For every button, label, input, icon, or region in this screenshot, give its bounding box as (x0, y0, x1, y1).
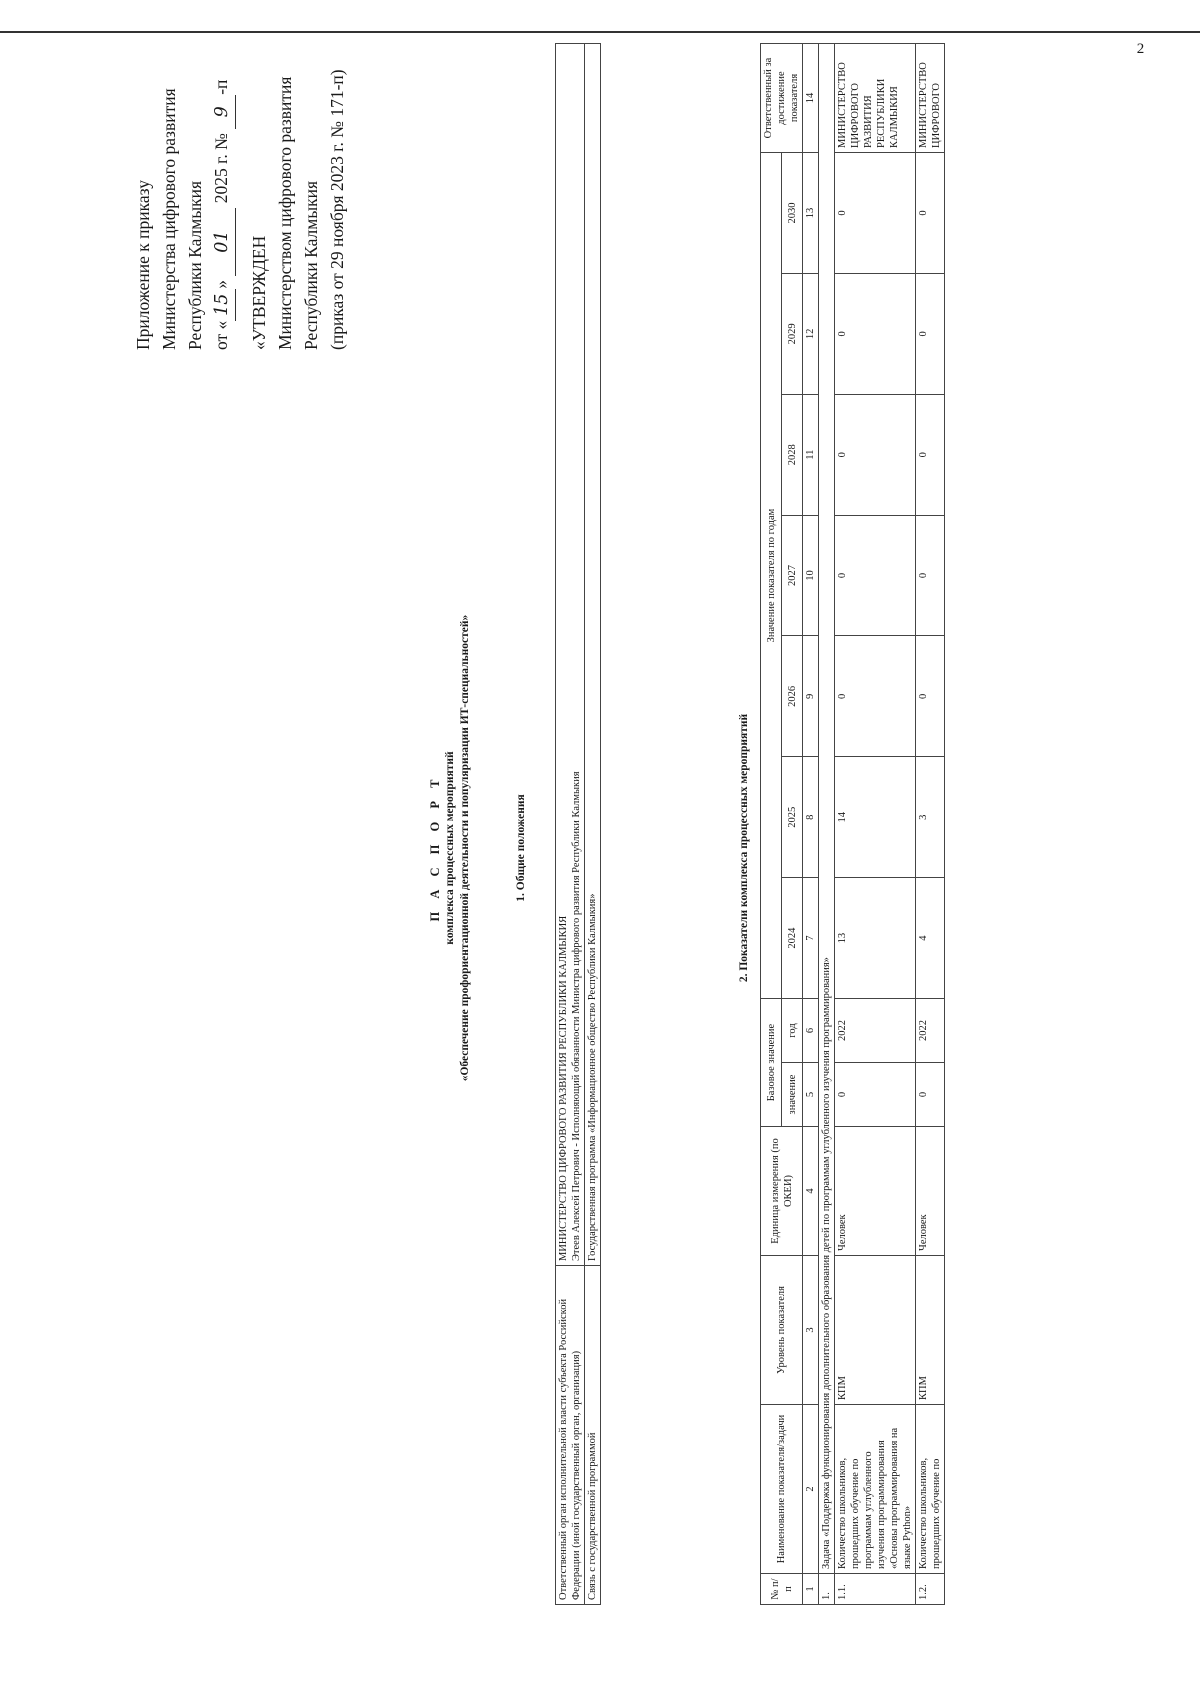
value-2028: 0 (916, 394, 945, 515)
indicator-name: Количество школьников, прошедших обучение по программам углубленного изучения программирования «Основы программирования на языке Python» (835, 1405, 916, 1574)
approved-block (246, 69, 350, 350)
table-row (556, 44, 585, 1605)
document-header (428, 58, 473, 1638)
value-2028: 0 (835, 394, 916, 515)
table-row (585, 44, 601, 1605)
value-2027: 0 (835, 515, 916, 636)
indicator-level: КПМ (835, 1256, 916, 1405)
column-number: 11 (803, 394, 819, 515)
appendix-line-1: Приложение к приказу (133, 180, 153, 350)
passport-name: «Обеспечение профориентационной деятельности и популяризации ИТ-специальностей» (459, 614, 471, 1082)
indicator-unit: Человек (916, 1127, 945, 1256)
responsible-org: МИНИСТЕРСТВО ЦИФРОВОГО (916, 44, 945, 153)
indicator-unit: Человек (835, 1127, 916, 1256)
task-row (819, 44, 835, 1605)
value-2030: 0 (916, 153, 945, 274)
page-number: 2 (1136, 40, 1145, 57)
order-month-handwritten: 01 (209, 208, 236, 276)
base-year: 2022 (916, 999, 945, 1063)
col-unit-header: Единица измерения (по ОКЕИ) (761, 1127, 803, 1256)
table-row (916, 44, 945, 1605)
column-number: 7 (803, 878, 819, 999)
column-number: 5 (803, 1063, 819, 1127)
col-year-2026: 2026 (782, 636, 803, 757)
value-2026: 0 (916, 636, 945, 757)
column-number: 3 (803, 1256, 819, 1405)
column-number: 10 (803, 515, 819, 636)
order-number-handwritten: 9 (209, 95, 236, 129)
col-year-2024: 2024 (782, 878, 803, 999)
col-level-header: Уровень показателя (761, 1256, 803, 1405)
program-link-value: Государственная программа «Информационное общество Республики Калмыкия» (585, 44, 601, 1266)
appendix-line-3: Республики Калмыкия (185, 180, 205, 350)
value-2025: 3 (916, 757, 945, 878)
responsible-person: Этеев Алексей Петрович - Исполняющий обязанности Министра цифрового развития Республики Калмыкия (571, 771, 582, 1261)
column-number: 4 (803, 1127, 819, 1256)
order-suffix: -п (211, 79, 231, 95)
column-number: 14 (803, 44, 819, 153)
col-base-header: Базовое значение (761, 999, 782, 1127)
column-number: 12 (803, 273, 819, 394)
col-year-2029: 2029 (782, 273, 803, 394)
top-scan-edge-line (0, 31, 1200, 33)
date-prefix: от « (211, 320, 231, 350)
order-year-label: 2025 г. № (211, 133, 231, 204)
indicators-table (760, 43, 945, 1605)
approved-line-4: (приказ от 29 ноября 2023 г. № 171-п) (327, 69, 347, 350)
base-value: 0 (916, 1063, 945, 1127)
section1-title: 1. Общие положения (515, 794, 527, 902)
row-num: 1.1. (835, 1574, 916, 1605)
row-num: 1.2. (916, 1574, 945, 1605)
order-day-handwritten: 15 (209, 289, 236, 321)
table-row (835, 44, 916, 1605)
ministry-name: МИНИСТЕРСТВО ЦИФРОВОГО РАЗВИТИЯ РЕСПУБЛИКИ КАЛМЫКИЯ (558, 915, 569, 1261)
appendix-block (130, 69, 350, 350)
column-number: 8 (803, 757, 819, 878)
value-2024: 13 (835, 878, 916, 999)
value-2024: 4 (916, 878, 945, 999)
col-num-header: № п/п (761, 1574, 803, 1605)
col-values-header: Значение показателя по годам (761, 153, 782, 999)
appendix-order-line (208, 69, 236, 350)
section2-title: 2. Показатели комплекса процессных мероприятий (738, 713, 750, 983)
value-2027: 0 (916, 515, 945, 636)
column-number: 13 (803, 153, 819, 274)
approved-line-2: Министерством цифрового развития (275, 76, 295, 350)
base-value: 0 (835, 1063, 916, 1127)
value-2029: 0 (835, 273, 916, 394)
base-year: 2022 (835, 999, 916, 1063)
column-number: 1 (803, 1574, 819, 1605)
value-2026: 0 (835, 636, 916, 757)
passport-title: П А С П О Р Т (428, 774, 442, 922)
value-2030: 0 (835, 153, 916, 274)
col-responsible-header: Ответственный за достижение показателя (761, 44, 803, 153)
col-year-2028: 2028 (782, 394, 803, 515)
general-provisions-table (555, 43, 601, 1605)
program-link-label: Связь с государственной программой (585, 1266, 601, 1605)
responsible-body-value (556, 44, 585, 1266)
passport-subtitle: комплекса процессных мероприятий (444, 751, 456, 945)
approved-line-3: Республики Калмыкия (301, 180, 321, 350)
responsible-body-label: Ответственный орган исполнительной власти субъекта Российской Федерации (иной государственный орган, организация) (556, 1266, 585, 1605)
indicator-level: КПМ (916, 1256, 945, 1405)
value-2025: 14 (835, 757, 916, 878)
col-name-header: Наименование показателя/задачи (761, 1405, 803, 1574)
task-text: Задача «Поддержка функционирования дополнительного образования детей по программам углубленного изучения программирования» (819, 44, 835, 1574)
column-number: 9 (803, 636, 819, 757)
column-number-row (803, 44, 819, 1605)
appendix-line-2: Министерства цифрового развития (159, 88, 179, 350)
col-year-2025: 2025 (782, 757, 803, 878)
indicator-name: Количество школьников, прошедших обучение по (916, 1405, 945, 1574)
approved-line-1: «УТВЕРЖДЕН (249, 235, 269, 350)
col-year-2030: 2030 (782, 153, 803, 274)
col-base-year-header: год (782, 999, 803, 1063)
responsible-org: МИНИСТЕРСТВО ЦИФРОВОГО РАЗВИТИЯ РЕСПУБЛИКИ КАЛМЫКИЯ (835, 44, 916, 153)
task-num: 1. (819, 1574, 835, 1605)
column-number: 2 (803, 1405, 819, 1574)
col-base-value-header: значение (782, 1063, 803, 1127)
header-row (761, 44, 782, 1605)
value-2029: 0 (916, 273, 945, 394)
date-separator: » (211, 279, 231, 289)
column-number: 6 (803, 999, 819, 1063)
col-year-2027: 2027 (782, 515, 803, 636)
